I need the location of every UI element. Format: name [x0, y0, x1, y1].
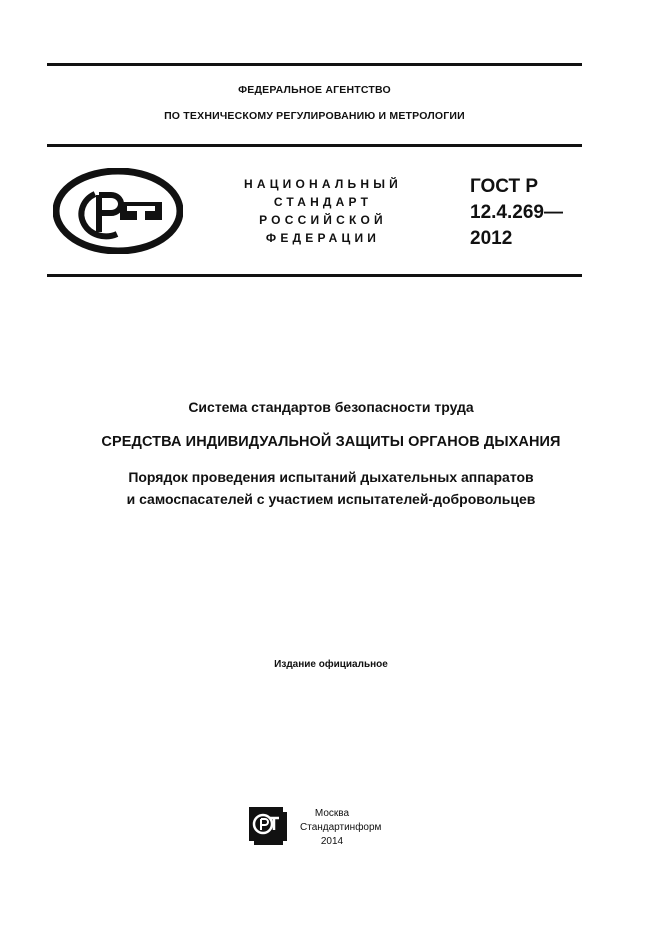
agency-line-2: ПО ТЕХНИЧЕСКОМУ РЕГУЛИРОВАНИЮ И МЕТРОЛОГИИ [164, 110, 465, 122]
publisher-year: 2014 [320, 836, 344, 847]
publisher-name: Стандартинформ [300, 822, 382, 833]
subtitle-line-2: и самоспасателей с участием испытателей-добровольцев [126, 491, 536, 507]
publisher-block [300, 807, 382, 849]
header-rule [47, 144, 582, 147]
header-bottom-rule [47, 274, 582, 277]
main-title: СРЕДСТВА ИНДИВИДУАЛЬНОЙ ЗАЩИТЫ ОРГАНОВ ДЫХАНИЯ [101, 434, 561, 450]
national-standard-label [228, 175, 418, 247]
standard-type-line-4: ФЕДЕРАЦИИ [265, 231, 381, 245]
top-rule [47, 63, 582, 66]
standard-designation [470, 174, 563, 252]
standard-type-line-2: СТАНДАРТ [273, 195, 373, 209]
standard-type-line-1: НАЦИОНАЛЬНЫЙ [243, 177, 403, 191]
standartinform-logo-icon [248, 806, 293, 846]
designation-line-1: ГОСТ Р [470, 176, 539, 197]
publisher-city: Москва [314, 808, 350, 819]
designation-line-2: 12.4.269— [470, 202, 563, 223]
designation-line-3: 2012 [470, 228, 513, 249]
standard-type-line-3: РОССИЙСКОЙ [259, 213, 387, 227]
edition-label: Издание официальное [274, 659, 388, 670]
series-title: Система стандартов безопасности труда [188, 399, 474, 415]
rst-certification-logo-icon [53, 168, 183, 254]
subtitle-line-1: Порядок проведения испытаний дыхательных аппаратов [128, 469, 534, 485]
agency-line-1: ФЕДЕРАЛЬНОЕ АГЕНТСТВО [238, 84, 391, 96]
